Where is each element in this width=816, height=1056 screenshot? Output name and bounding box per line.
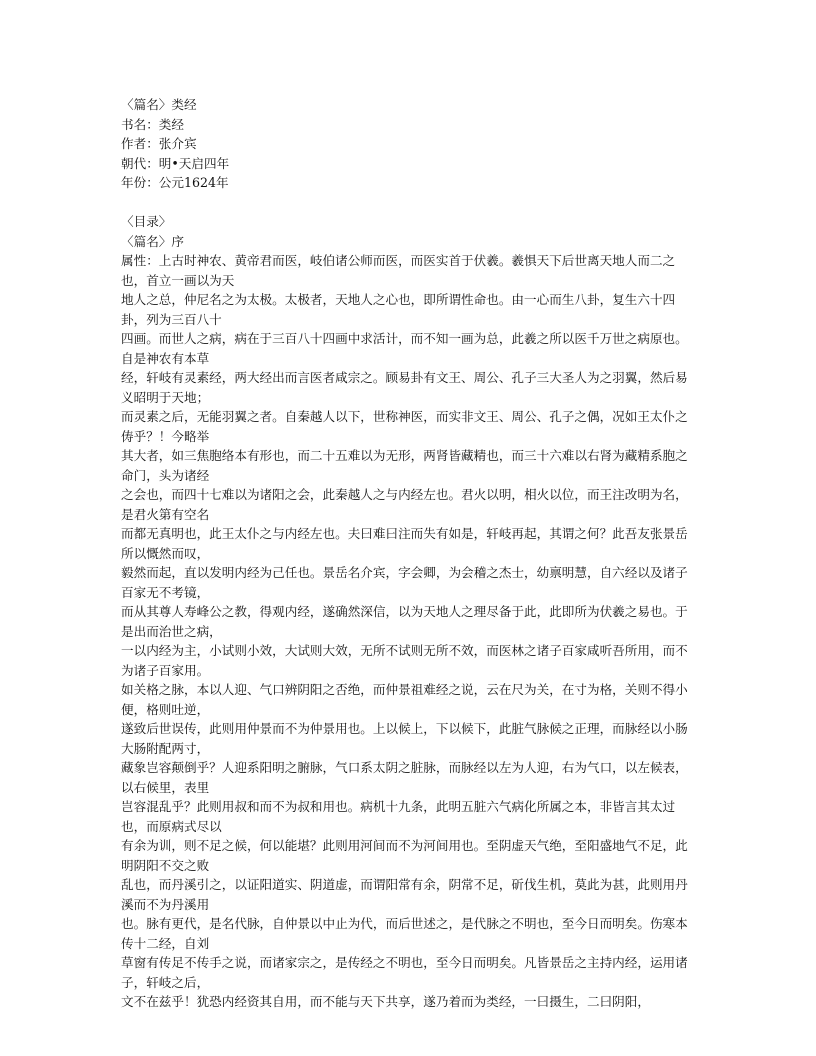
spacer — [121, 193, 699, 213]
section-heading: 〈篇名〉序 — [121, 233, 184, 249]
chapter-tag: 〈篇名〉类经 — [121, 97, 197, 112]
paragraph: 其大者，如三焦胞络本有形也，而二十五难以为无形，两肾皆藏精也，而三十六难以右肾为藏精系胞之命门，头为诸经 — [121, 448, 688, 483]
paragraph: 文不在兹乎！犹恐内经资其自用，而不能与天下共享，遂乃着而为类经，一曰摄生，二曰阴阳， — [121, 994, 650, 1009]
paragraph: 一以内经为主，小试则小效，大试则大效，无所不试则无所不效，而医林之诸子百家咸听吾所用，而不为诸子百家用。 — [121, 643, 688, 678]
paragraph: 属性：上古时神农、黄帝君而医，岐伯诸公师而医，而医实首于伏羲。羲惧天下后世离天地人而二之也，首立一画以为天 — [121, 253, 676, 288]
paragraph: 而都无真明也，此王太仆之与内经左也。夫曰难曰注而失有如是，轩岐再起，其谓之何？此吾友张景岳所以慨然而叹， — [121, 526, 688, 561]
paragraph: 藏象岂容颠倒乎？人迎系阳明之腑脉，气口系太阴之脏脉，而脉经以左为人迎，右为气口，以左候表，以右候里，表里 — [121, 760, 688, 795]
paragraph: 乱也，而丹溪引之，以证阳道实、阴道虚，而谓阳常有余，阴常不足，斫伐生机，莫此为甚，此则用丹溪而不为丹溪用 — [121, 877, 688, 912]
author: 作者：张介宾 — [121, 136, 197, 151]
paragraph: 毅然而起，直以发明内经为己任也。景岳名介宾，字会卿，为会稽之杰士，幼禀明慧，自六经以及诸子百家无不考镜， — [121, 565, 688, 600]
paragraph: 而灵素之后，无能羽翼之者。自秦越人以下，世称神医，而实非文王、周公、孔子之偶，况如王太仆之俦乎？！今略举 — [121, 409, 688, 444]
dynasty: 朝代：明•天启四年 — [121, 155, 230, 171]
paragraph: 而从其尊人寿峰公之教，得观内经，遂确然深信，以为天地人之理尽备于此，此即所为伏羲之易也。于是出而治世之病， — [121, 604, 688, 639]
paragraph: 之会也，而四十七难以为诸阳之会，此秦越人之与内经左也。君火以明，相火以位，而王注改明为名，是君火第有空名 — [121, 487, 688, 522]
paragraph: 有余为训，则不足之候，何以能堪？此则用河间而不为河间用也。至阴虚天气绝，至阳盛地气不足，此明阴阳不交之败 — [121, 838, 688, 873]
paragraph: 地人之总，仲尼名之为太极。太极者，天地人之心也，即所谓性命也。由一心而生八卦，复生六十四卦，列为三百八十 — [121, 292, 676, 327]
paragraph: 遂致后世误传，此则用仲景而不为仲景用也。上以候上，下以候下，此脏气脉候之正理，而脉经以小肠大肠附配两寸， — [121, 721, 688, 756]
paragraph: 也。脉有更代，是名代脉，自仲景以中止为代，而后世述之，是代脉之不明也，至今日而明矣。伤寒本传十二经，自刘 — [121, 916, 688, 951]
paragraph: 草窗有传足不传手之说，而诸家宗之，是传经之不明也，至今日而明矣。凡皆景岳之主持内经，运用诸子，轩岐之后， — [121, 955, 688, 990]
document-page — [121, 95, 699, 1012]
paragraph: 四画。而世人之病，病在于三百八十四画中求活计，而不知一画为总，此羲之所以医千万世之病原也。自是神农有本草 — [121, 331, 688, 366]
book-name: 书名：类经 — [121, 116, 184, 132]
paragraph: 如关格之脉，本以人迎、气口辨阴阳之否绝，而仲景祖难经之说，云在尺为关，在寸为格，关则不得小便，格则吐逆， — [121, 682, 688, 717]
year: 年份：公元1624年 — [121, 175, 229, 190]
paragraph: 岂容混乱乎？此则用叔和而不为叔和用也。病机十九条，此明五脏六气病化所属之本，非皆言其太过也，而原病式尽以 — [121, 799, 676, 834]
paragraph: 经，轩岐有灵素经，两大经出而言医者咸宗之。顾易卦有文王、周公、孔子三大圣人为之羽翼，然后易义昭明于天地； — [121, 370, 688, 405]
toc-heading: 〈目录〉 — [121, 214, 172, 229]
